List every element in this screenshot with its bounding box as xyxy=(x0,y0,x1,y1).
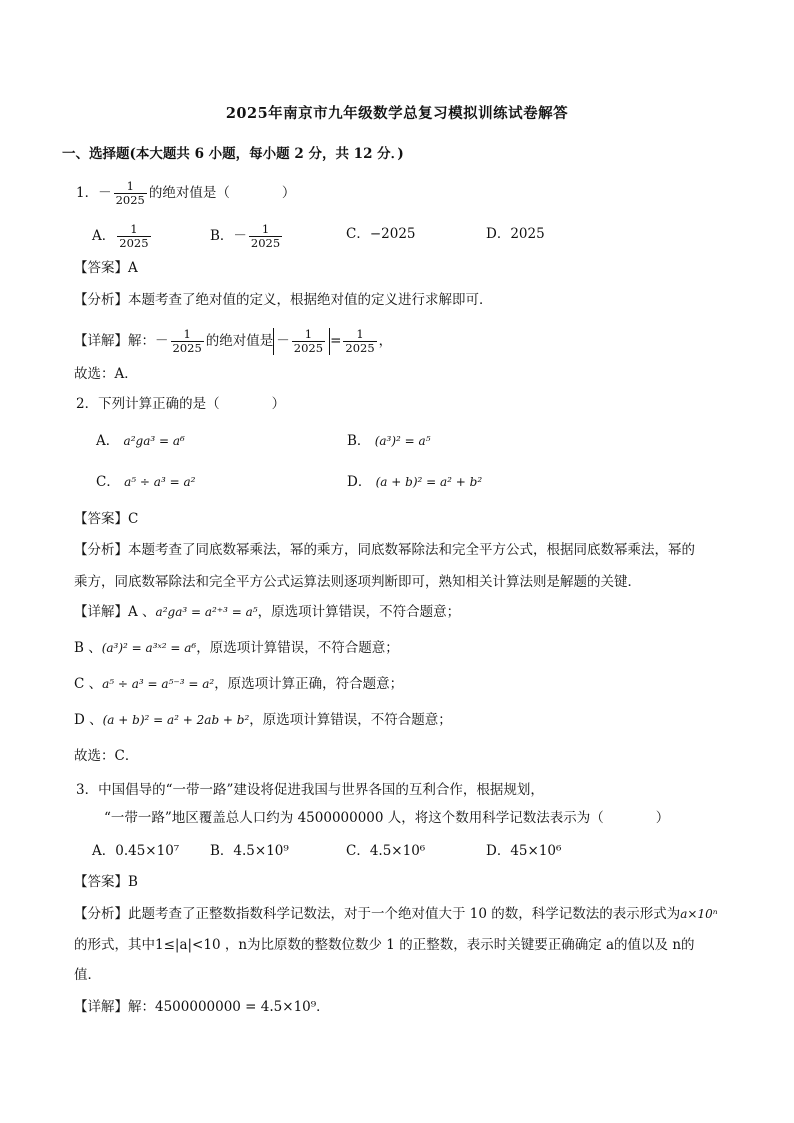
q3-option-a: A．0.45×10⁷ xyxy=(92,843,180,859)
q1-abs-minus: － xyxy=(276,333,290,349)
q2-option-d xyxy=(347,471,482,493)
q2-option-a xyxy=(96,430,185,452)
q1-close: ） xyxy=(281,185,296,201)
q1-detail-frac1 xyxy=(171,328,204,355)
section-heading: 一、选择题(本大题共 6 小题，每小题 2 分，共 12 分．) xyxy=(62,146,404,162)
question-3-line2 xyxy=(104,808,669,828)
q3-analysis-line1-text: 【分析】此题考查了正整数指数科学记数法，对于一个绝对值大于 10 的数，科学记数法的表示形式为 xyxy=(74,906,681,922)
q1-detail-mid: 的绝对值是 xyxy=(205,333,274,349)
q1-detail xyxy=(74,328,392,355)
q2-option-c xyxy=(96,471,195,493)
q1-detail-end: ， xyxy=(378,333,393,349)
q2-option-a-expr: a²ga³ = a⁶ xyxy=(123,434,185,448)
q3-line2-text: “一带一路”地区覆盖总人口约为 4500000000 人，将这个数用科学记数法表示为（ xyxy=(104,810,604,826)
q2-option-c-label: C． xyxy=(96,474,120,490)
q2-close: ） xyxy=(271,396,286,412)
q1-detail-frac2-num: 1 xyxy=(356,327,364,341)
q2-option-a-label: A． xyxy=(96,433,120,449)
q1-option-c xyxy=(346,223,416,245)
q2-analysis-line1: 【分析】本题考查了同底数幂乘法，幂的乘方，同底数幂除法和完全平方公式，根据同底数幂乘法，幂的 xyxy=(74,542,695,558)
q1-stem-text: 的绝对值是（ xyxy=(148,185,230,201)
q3-answer: 【答案】B xyxy=(74,874,138,890)
q1-conclusion: 故选：A． xyxy=(74,366,138,382)
q2-detail-b-expr: (a³)² = a³ˣ² = a⁶ xyxy=(101,641,197,655)
q2-detail-b-text: ，原选项计算错误，不符合题意； xyxy=(196,640,399,656)
q1-option-b-num: 1 xyxy=(261,222,270,236)
q1-frac-den: 2025 xyxy=(115,193,145,207)
q2-option-d-expr: (a + b)² = a² + b² xyxy=(375,475,483,489)
q1-frac-num: 1 xyxy=(126,179,134,193)
q2-detail-d xyxy=(74,710,452,730)
q1-option-b xyxy=(210,223,284,250)
q2-detail-a-text: ，原选项计算错误，不符合题意； xyxy=(257,604,461,620)
q1-analysis: 【分析】本题考查了绝对值的定义，根据绝对值的定义进行求解即可． xyxy=(74,292,493,308)
q3-option-d: D．45×10⁶ xyxy=(486,843,562,859)
q1-option-b-fraction xyxy=(249,223,282,250)
q1-option-c-value: −2025 xyxy=(369,226,416,242)
q2-detail-c xyxy=(74,674,403,694)
q1-abs-frac-num: 1 xyxy=(304,327,313,341)
q3-analysis-line2: 的形式，其中1≤|a|<10 ，n为比原数的整数位数少 1 的正整数，表示时关键要正确确定 a的值以及 n的 xyxy=(74,937,695,953)
q1-option-a-label: A． xyxy=(92,228,116,244)
q1-option-a-den: 2025 xyxy=(119,236,149,250)
q1-minus: － xyxy=(98,185,112,201)
q2-option-b-label: B． xyxy=(347,433,371,449)
q1-detail-frac2-den: 2025 xyxy=(345,341,375,355)
q2-detail-d-text: ，原选项计算错误，不符合题意； xyxy=(249,712,452,728)
q2-option-d-label: D． xyxy=(347,474,372,490)
q1-detail-frac1-num: 1 xyxy=(183,327,191,341)
q1-abs-value xyxy=(273,328,330,355)
q2-detail-a xyxy=(74,602,460,622)
q1-option-d-label: D． xyxy=(486,226,511,242)
q3-detail: 【详解】解：4500000000 = 4.5×10⁹． xyxy=(74,999,330,1015)
q2-detail-a-expr: a²ga³ = a²⁺³ = a⁵ xyxy=(155,605,258,619)
q2-option-b xyxy=(347,430,431,452)
q1-number: 1． xyxy=(76,185,99,201)
q2-detail-b xyxy=(74,638,399,658)
q2-detail-c-prefix: C 、 xyxy=(74,676,103,692)
q1-option-a xyxy=(92,223,153,250)
q2-detail-b-prefix: B 、 xyxy=(74,640,102,656)
q1-option-b-minus: － xyxy=(233,228,247,244)
q2-detail-d-prefix: D 、 xyxy=(74,712,103,728)
q1-detail-frac2 xyxy=(343,328,376,355)
q2-conclusion: 故选：C． xyxy=(74,748,139,764)
q1-detail-frac1-den: 2025 xyxy=(172,341,202,355)
q1-detail-eq: = xyxy=(330,333,342,349)
q1-option-d-value: 2025 xyxy=(510,226,545,242)
q2-detail-c-text: ，原选项计算正确，符合题意； xyxy=(214,676,404,692)
q1-option-d xyxy=(486,223,545,245)
q1-fraction xyxy=(114,180,147,207)
q3-analysis-line1 xyxy=(74,904,718,924)
q2-option-c-expr: a⁵ ÷ a³ = a² xyxy=(124,475,196,489)
q3-analysis-line1-expr: a×10ⁿ xyxy=(680,907,718,921)
q2-option-b-expr: (a³)² = a⁵ xyxy=(374,434,431,448)
question-1-stem xyxy=(76,180,295,207)
q1-option-a-num: 1 xyxy=(130,222,138,236)
q2-answer: 【答案】C xyxy=(74,511,139,527)
q2-stem-text: 2．下列计算正确的是（ xyxy=(76,396,220,412)
q2-analysis-line2: 乘方，同底数幂除法和完全平方公式运算法则逐项判断即可，熟知相关计算法则是解题的关键． xyxy=(74,574,641,590)
q1-option-b-label: B． xyxy=(210,228,234,244)
q3-option-c: C．4.5×10⁶ xyxy=(346,843,426,859)
q1-option-b-den: 2025 xyxy=(250,236,281,250)
question-2-stem xyxy=(76,394,285,414)
question-3-line1: 3．中国倡导的“一带一路”建设将促进我国与世界各国的互利合作，根据规划， xyxy=(76,782,544,798)
q1-detail-prefix: 【详解】解：－ xyxy=(74,333,169,349)
q2-detail-a-prefix: 【详解】A 、 xyxy=(74,604,156,620)
q2-detail-d-expr: (a + b)² = a² + 2ab + b² xyxy=(102,713,250,727)
q1-answer: 【答案】A xyxy=(74,260,138,276)
q3-analysis-line3: 值． xyxy=(74,967,101,983)
q1-option-c-label: C． xyxy=(346,226,370,242)
q1-abs-frac xyxy=(292,328,325,355)
q2-detail-c-expr: a⁵ ÷ a³ = a⁵⁻³ = a² xyxy=(102,677,215,691)
q1-option-a-fraction xyxy=(117,223,150,250)
q3-option-b: B．4.5×10⁹ xyxy=(210,843,289,859)
q1-abs-frac-den: 2025 xyxy=(293,341,324,355)
page-title: 2025年南京市九年级数学总复习模拟训练试卷解答 xyxy=(225,105,569,122)
q3-close: ） xyxy=(655,810,670,826)
